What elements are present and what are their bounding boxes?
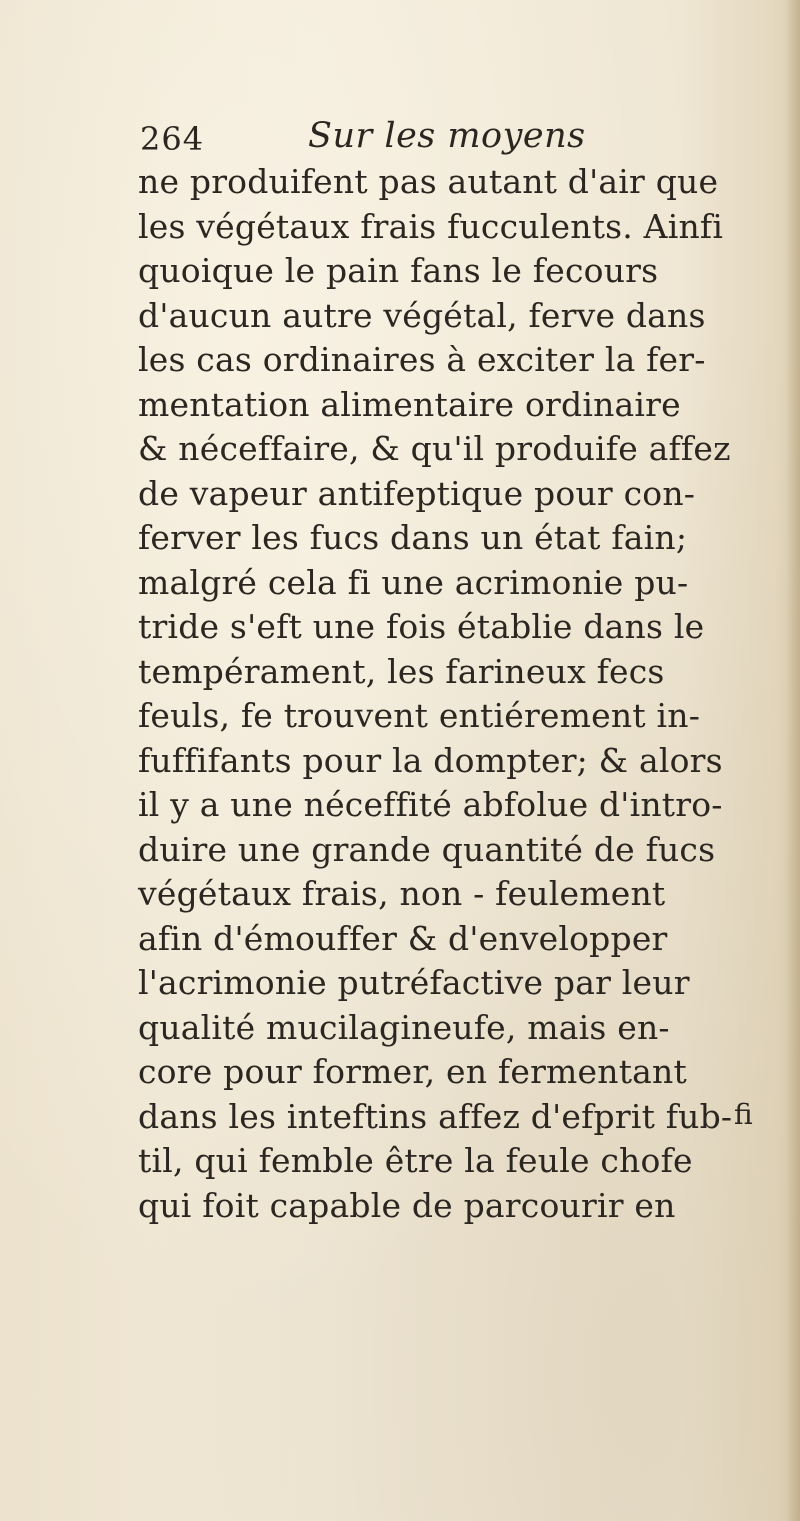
body-text — [138, 160, 788, 1228]
text-line: duire une grande quantité de fucs — [138, 829, 716, 869]
text-line: ne produifent pas autant d'air que — [138, 162, 719, 201]
text-line: & néceffaire, & qu'il produife affez — [138, 429, 731, 468]
text-line: til, qui femble être la feule chofe — [138, 1141, 693, 1180]
text-line: core pour former, en fermentant — [138, 1052, 687, 1091]
running-head: Sur les moyens — [308, 116, 586, 156]
text-line: malgré cela fi une acrimonie pu- — [138, 562, 689, 602]
text-line: de vapeur antifeptique pour con- — [138, 473, 696, 513]
page-header — [140, 112, 780, 162]
text-line: feuls, fe trouvent entiérement in- — [138, 696, 701, 735]
text-line: mentation alimentaire ordinaire — [138, 384, 681, 424]
text-line: afin d'émouffer & d'envelopper — [138, 918, 668, 958]
text-line: végétaux frais, non - feulement — [138, 874, 666, 913]
text-line: d'aucun autre végétal, ferve dans — [138, 295, 706, 335]
page-edge-shadow — [786, 0, 800, 1521]
text-line: l'acrimonie putréfactive par leur — [138, 963, 690, 1002]
text-line: les végétaux frais fucculents. Ainfi — [138, 206, 724, 246]
text-line: les cas ordinaires à exciter la fer- — [138, 340, 706, 379]
text-line: qui foit capable de parcourir en — [138, 1185, 676, 1225]
text-line: ferver les fucs dans un état fain; — [138, 518, 688, 557]
text-line: qualité mucilagineufe, mais en- — [138, 1007, 670, 1047]
text-line: quoique le pain fans le fecours — [138, 251, 659, 290]
text-line: il y a une néceffité abfolue d'intro- — [138, 785, 723, 824]
page-number: 264 — [140, 120, 205, 158]
text-line: dans les inteftins affez d'efprit fub- — [138, 1096, 733, 1136]
text-line: tride s'eft une fois établie dans le — [138, 607, 705, 646]
text-line: fuffifants pour la dompter; & alors — [138, 740, 723, 780]
text-line: tempérament, les farineux fecs — [138, 651, 665, 691]
catchword: fi — [734, 1098, 753, 1131]
